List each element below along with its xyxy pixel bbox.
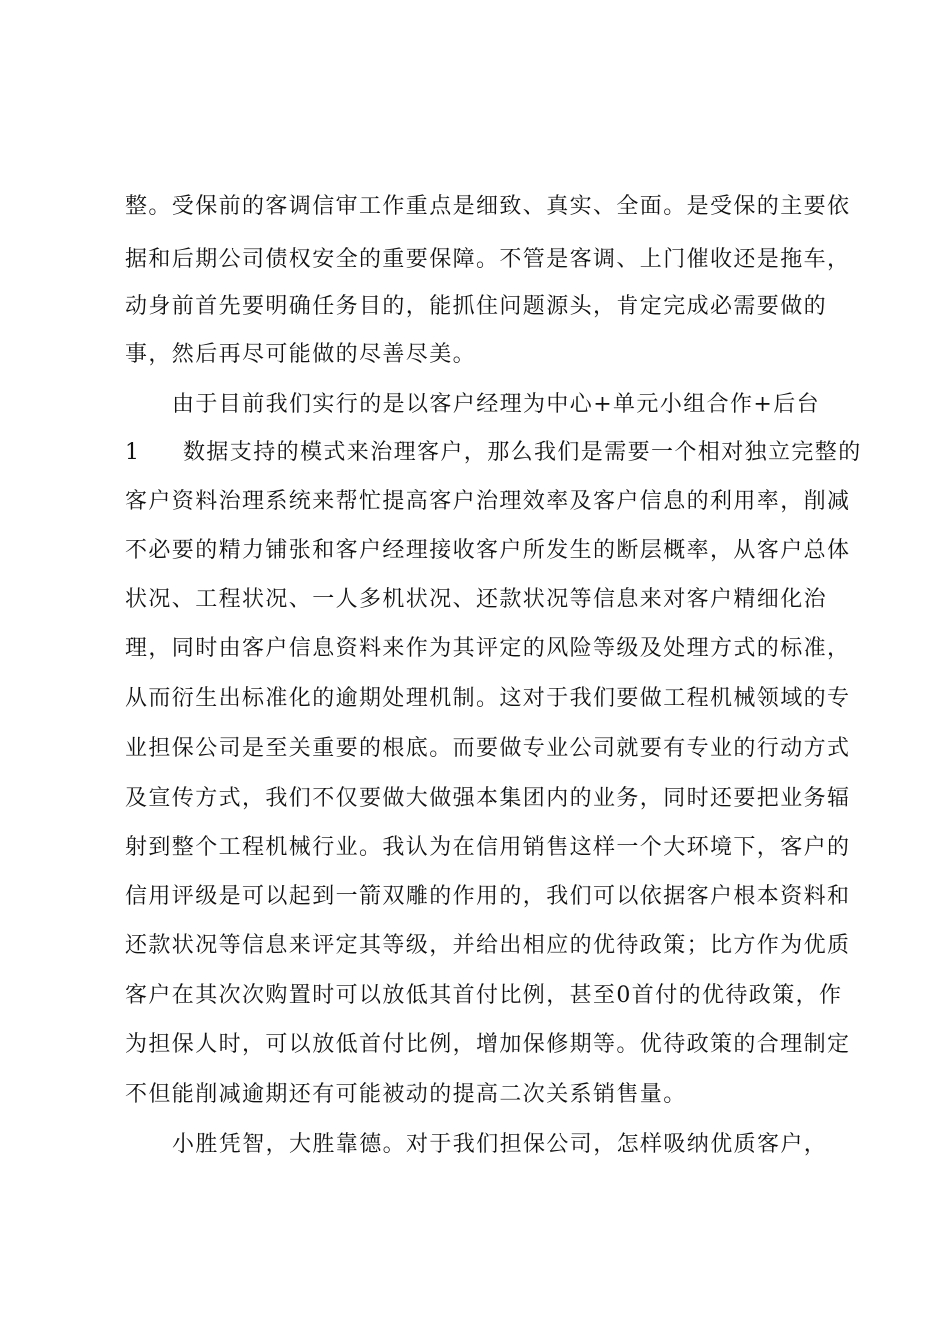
text-line-17: 客户在其次次购置时可以放低其首付比例，甚至0首付的优待政策，作 <box>125 983 843 1008</box>
text-line-3: 动身前首先要明确任务目的，能抓住问题源头，肯定完成必需要做的 <box>125 294 828 319</box>
page-number: 1 <box>125 440 139 465</box>
paragraph-3-first-line: 小胜凭智，大胜靠德。对于我们担保公司，怎样吸纳优质客户， <box>172 1132 828 1157</box>
text-line-6: 数据支持的模式来治理客户，那么我们是需要一个相对独立完整的 <box>183 440 862 465</box>
text-line-8: 不必要的精力铺张和客户经理接收客户所发生的断层概率，从客户总体 <box>125 538 851 563</box>
paragraph-2-first-line: 由于目前我们实行的是以客户经理为中心+单元小组合作+后台 <box>172 392 821 417</box>
text-line-12: 业担保公司是至关重要的根底。而要做专业公司就要有专业的行动方式 <box>125 736 851 761</box>
text-line-1: 整。受保前的客调信审工作重点是细致、真实、全面。是受保的主要依 <box>125 194 851 219</box>
text-line-15: 信用评级是可以起到一箭双雕的作用的，我们可以依据客户根本资料和 <box>125 884 851 909</box>
text-line-16: 还款状况等信息来评定其等级，并给出相应的优待政策；比方作为优质 <box>125 933 851 958</box>
text-line-9: 状况、工程状况、一人多机状况、还款状况等信息来对客户精细化治 <box>125 587 828 612</box>
text-line-13: 及宣传方式，我们不仅要做大做强本集团内的业务，同时还要把业务辐 <box>125 786 851 811</box>
text-line-11: 从而衍生出标准化的逾期处理机制。这对于我们要做工程机械领域的专 <box>125 686 851 711</box>
text-line-14: 射到整个工程机械行业。我认为在信用销售这样一个大环境下，客户的 <box>125 835 851 860</box>
text-line-10: 理，同时由客户信息资料来作为其评定的风险等级及处理方式的标准， <box>125 636 851 661</box>
text-line-19: 不但能削减逾期还有可能被动的提高二次关系销售量。 <box>125 1082 687 1107</box>
text-line-7: 客户资料治理系统来帮忙提高客户治理效率及客户信息的利用率，削减 <box>125 489 851 514</box>
text-line-18: 为担保人时，可以放低首付比例，增加保修期等。优待政策的合理制定 <box>125 1032 851 1057</box>
text-line-4: 事，然后再尽可能做的尽善尽美。 <box>125 342 477 367</box>
text-line-2: 据和后期公司债权安全的重要保障。不管是客调、上门催收还是拖车， <box>125 247 851 272</box>
